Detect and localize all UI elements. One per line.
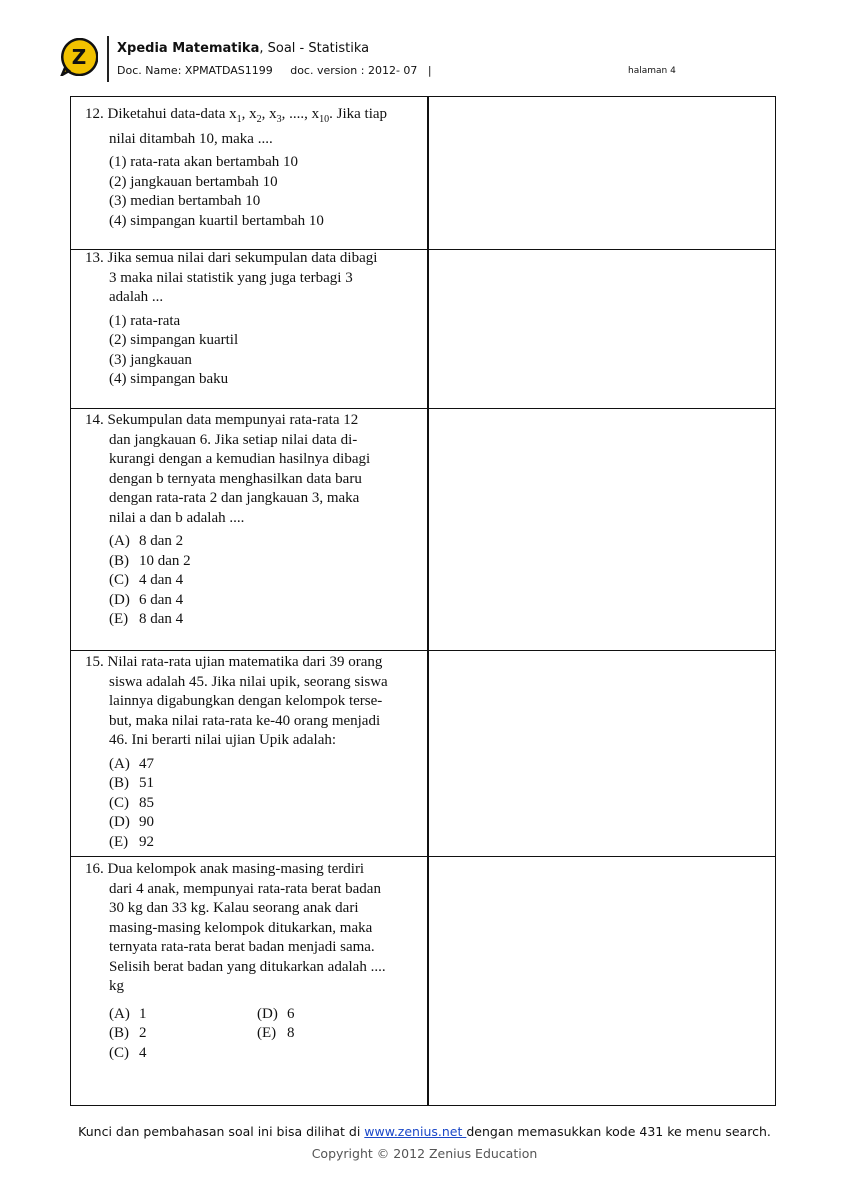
title-bold: Xpedia Matematika [117,41,260,56]
question-12 [85,105,415,231]
row-divider [71,650,775,651]
row-divider [71,408,775,409]
title-rest: , Soal - Statistika [259,41,370,56]
page-number: halaman 4 [628,66,676,76]
option: (E) 92 [109,833,154,850]
option: (A) 47 [109,755,154,772]
question-14-stem: 14. Sekumpulan data mempunyai rata-rata 12 dan jangkauan 6. Jika setiap nilai data di- kurangi dengan a kemudian hasilnya dibagi dengan b ternyata menghasilkan data baru dengan rata-rata 2 dan jangkauan 3, maka nilai a dan b adalah .... [85,412,371,526]
option: (2) jangkauan bertambah 10 [109,173,278,190]
option: (C) 4 dan 4 [109,572,184,588]
footer-note: Kunci dan pembahasan soal ini bisa dilihat di www.zenius.net dengan memasukkan kode 431 ke menu search. [78,1124,771,1139]
row-divider [71,856,775,857]
question-13 [85,249,415,390]
question-13-options [109,312,415,390]
option: (E) 8 dan 4 [109,611,184,627]
zenius-link[interactable]: www.zenius.net [364,1124,467,1139]
question-14 [85,411,415,630]
question-15-stem: 15. Nilai rata-rata ujian matematika dari 39 orang siswa adalah 45. Jika nilai upik, seorang siswa lainnya digabungkan dengan kelompok terse- but, maka nilai rata-rata ke-40 orang menjadi 46. Ini berarti nilai ujian Upik adalah: [85,654,388,748]
question-13-stem: 13. Jika semua nilai dari sekumpulan data dibagi 3 maka nilai statistik yang juga terbagi 3 adalah ... [85,250,378,305]
option: (3) median bertambah 10 [109,193,261,209]
option: (A) 8 dan 2 [109,533,184,549]
option: (E) 8 [257,1025,295,1041]
document-meta [117,64,432,77]
option: (4) simpangan kuartil bertambah 10 [109,212,324,229]
option: (A) 1 [109,1005,147,1022]
option: (4) simpangan baku [109,371,229,387]
option: (B) 10 dan 2 [109,552,191,569]
question-16-stem: 16. Dua kelompok anak masing-masing terdiri dari 4 anak, mempunyai rata-rata berat badan 30 kg dan 33 kg. Kalau seorang anak dari masing-masing kelompok ditukarkan, maka ternyata rata-rata berat badan menjadi sama. Selisih berat badan yang ditukarkan adalah .... kg [85,861,386,994]
option: (B) 2 [109,1025,147,1041]
question-16 [85,860,415,1063]
option: (2) simpangan kuartil [109,332,239,348]
option: (B) 51 [109,775,154,791]
copyright: Copyright © 2012 Zenius Education [311,1146,538,1161]
option: (C) 85 [109,794,154,811]
doc-version: doc. version : 2012- 07 | [290,64,432,77]
zenius-logo [60,38,98,76]
document-title [117,41,369,56]
option: (D) 90 [109,814,154,830]
doc-name: Doc. Name: XPMATDAS1199 [117,64,273,77]
question-16-options [109,1005,415,1064]
logo-letter: Z [71,45,87,69]
option: (3) jangkauan [109,351,192,368]
option: (1) rata-rata akan bertambah 10 [109,154,299,170]
option: (D) 6 [257,1005,295,1022]
question-15 [85,653,415,852]
question-table [70,96,776,1106]
option: (D) 6 dan 4 [109,591,184,608]
question-15-options [109,755,415,853]
question-14-options [109,532,415,630]
question-12-options [109,153,415,231]
header-divider [107,36,109,82]
option: (1) rata-rata [109,312,181,329]
option: (C) 4 [109,1044,147,1061]
question-12-stem: 12. Diketahui data-data $x_1$, $x_2$, $x_3$, ...., $x_{10}$. Jika tiap nilai ditambah 10, maka .... [85,106,388,147]
